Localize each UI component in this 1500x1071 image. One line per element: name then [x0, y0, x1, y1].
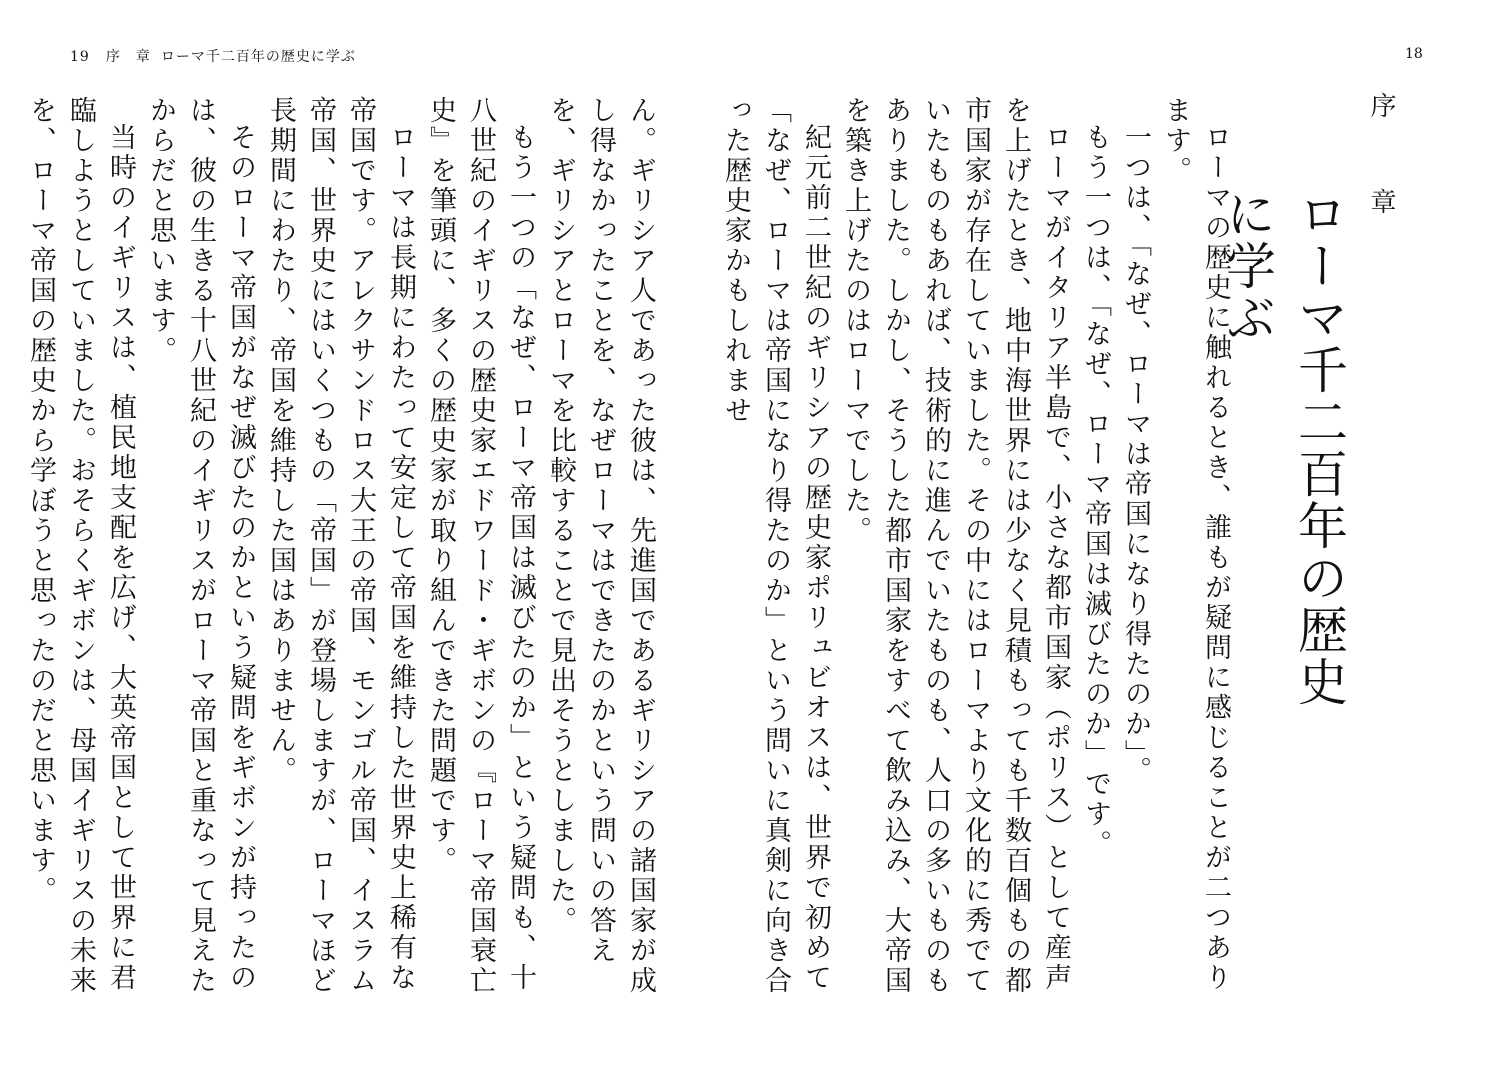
page-number-left: 19	[70, 49, 90, 65]
paragraph: そのローマ帝国がなぜ滅びたのかという疑問をギボンが持ったのは、彼の生きる十八世紀のイギリスがローマ帝国と重なって見えたからだと思います。	[145, 96, 256, 996]
left-page-body	[25, 96, 660, 1006]
paragraph: ローマがイタリア半島で、小さな都市国家（ポリス）として産声を上げたとき、地中海世界には少なく見積もっても千数百個もの都市国家が存在していました。その中にはローマより文化的に秀でていたものもあれば、技術的に進んでいたものも、人口の多いものもありました。しかし、そうした都市国家をすべて飲み込み、大帝国を築き上げたのはローマでした。	[840, 96, 1071, 996]
paragraph: 当時のイギリスは、植民地支配を広げ、大英帝国として世界に君臨しようとしていました。おそらくギボンは、母国イギリスの未来を、ローマ帝国の歴史から学ぼうと思ったのだと思います。	[25, 96, 136, 996]
running-head-chapter: 序 章	[105, 49, 151, 65]
paragraph: 紀元前二世紀のギリシアの歴史家ポリュビオスは、世界で初めて「なぜ、ローマは帝国になり得たのか」という問いに真剣に向き合った歴史家かもしれませ	[720, 96, 831, 996]
paragraph: ローマの歴史に触れるとき、誰もが疑問に感じることが二つあります。	[1160, 96, 1231, 993]
right-page	[720, 0, 1500, 1071]
running-head	[70, 46, 356, 66]
running-head-title: ローマ千二百年の歴史に学ぶ	[160, 49, 356, 65]
paragraph: もう一つは、「なぜ、ローマ帝国は滅びたのか」です。	[1080, 123, 1111, 860]
paragraph: もう一つの「なぜ、ローマ帝国は滅びたのか」という疑問も、十八世紀のイギリスの歴史家エドワード・ギボンの『ローマ帝国衰亡史』を筆頭に、多くの歴史家が取り組んできた問題です。	[425, 96, 536, 996]
paragraph: ん。ギリシア人であった彼は、先進国であるギリシアの諸国家が成し得なかったことを、なぜローマはできたのかという問いの答えを、ギリシアとローマを比較することで見出そうとしました。	[545, 96, 656, 996]
paragraph: 一つは、「なぜ、ローマは帝国になり得たのか」。	[1120, 123, 1151, 786]
page-number-right: 18	[1405, 46, 1423, 62]
paragraph: ローマは長期にわたって安定して帝国を維持した世界史上稀有な帝国です。アレクサンドロス大王の帝国、モンゴル帝国、イスラム帝国、世界史にはいくつもの「帝国」が登場しますが、ローマほど長期間にわたり、帝国を維持した国はありません。	[265, 96, 416, 996]
chapter-label: 序 章	[1366, 92, 1396, 236]
chapter-heading	[1218, 92, 1400, 712]
chapter-title: ローマ千二百年の歴史に学ぶ	[1218, 188, 1348, 708]
right-page-body	[720, 96, 1235, 1006]
